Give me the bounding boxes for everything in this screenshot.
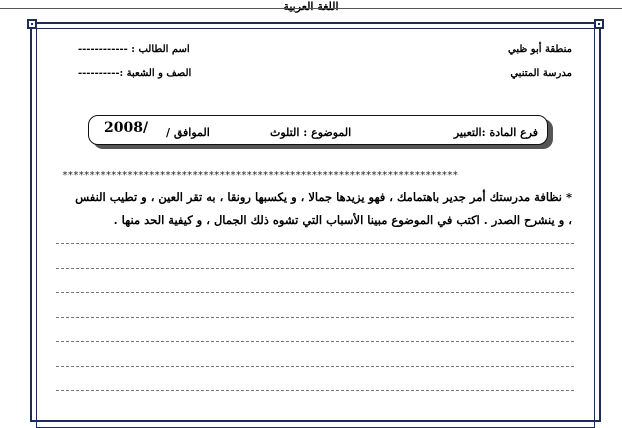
answer-line[interactable] [56,292,574,293]
essay-prompt: * نظافة مدرستك أمر جدير باهتمامك ، فهو يزيدها جمالا ، و يكسبها رونقا ، به تقر العين ، و تطيب النفس ، و ينشرح الصدر . اكتب في الموضوع مبينا الأسباب التي تشوه ذلك الجمال ، و كيفية الحد منها . [75,190,572,227]
answer-line[interactable] [56,243,574,244]
answer-line[interactable] [56,390,574,391]
corner-ornament-left [27,19,37,29]
year-field[interactable]: 2008/ [104,120,149,136]
answer-lines[interactable] [56,243,574,415]
corner-ornament-right [594,19,604,29]
answer-line[interactable] [56,317,574,318]
topic-label: الموضوع : التلوث [270,126,352,139]
student-name-field[interactable]: اسم الطالب : ------------ [78,44,190,55]
answer-line[interactable] [56,341,574,342]
branch-label: فرع المادة :التعبير [453,126,538,139]
subject-title: اللغة العربية [283,0,339,13]
answer-line[interactable] [56,366,574,367]
school-label: مدرسة المتنبي [510,68,572,79]
star-divider: ************************************************************************* [62,170,458,181]
top-rule [0,8,622,9]
answer-line[interactable] [56,268,574,269]
region-label: منطقة أبو ظبي [508,44,572,55]
date-label: الموافق / [166,126,210,139]
class-section-field[interactable]: الصف و الشعبة :---------- [78,68,192,79]
